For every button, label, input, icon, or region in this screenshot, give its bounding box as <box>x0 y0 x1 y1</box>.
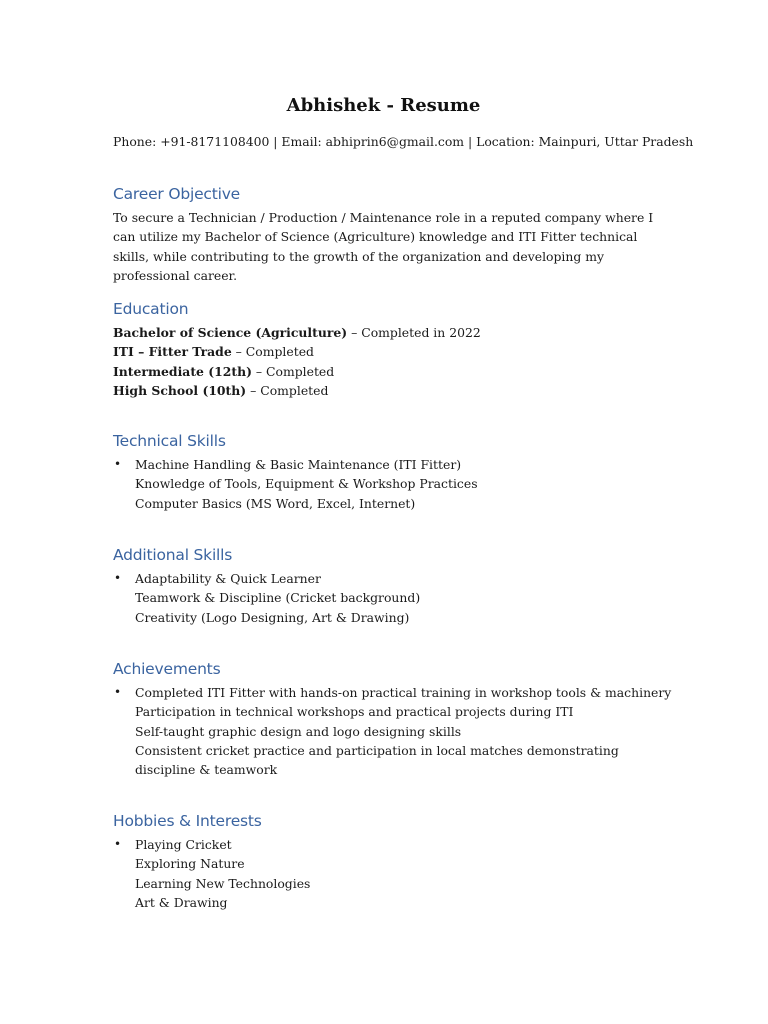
list-item: Self-taught graphic design and logo designing skills <box>135 723 462 739</box>
achievements-heading: Achievements <box>113 660 221 678</box>
hobbies-list <box>113 835 673 912</box>
education-item <box>113 342 673 361</box>
list-item: Knowledge of Tools, Equipment & Workshop Practices <box>135 476 478 492</box>
education-degree: High School (10th) <box>113 382 247 398</box>
hobbies-heading: Hobbies & Interests <box>113 812 262 830</box>
achievements-list <box>113 683 673 779</box>
bullet-icon: • <box>114 457 122 471</box>
additional-skills-heading: Additional Skills <box>113 546 233 564</box>
list-item: Art & Drawing <box>135 894 228 910</box>
list-item: Consistent cricket practice and participation in local matches demonstrating discipline & teamwork <box>135 742 619 778</box>
additional-skills-list <box>113 569 673 627</box>
list-item: Machine Handling & Basic Maintenance (ITI Fitter) <box>135 457 462 472</box>
career-objective-section <box>113 184 673 285</box>
technical-skills-list <box>113 455 673 513</box>
bullet-icon: • <box>114 685 122 699</box>
education-status: – Completed <box>246 382 329 398</box>
career-objective-text: To secure a Technician / Production / Maintenance role in a reputed company where I can utilize my Bachelor of Science (Agriculture) knowledge and ITI Fitter technical skills, while contributing to the growth of the organization and developing my professional career. <box>113 210 654 283</box>
list-item: Exploring Nature <box>135 856 245 872</box>
list-item: Playing Cricket <box>135 837 232 852</box>
career-objective-heading: Career Objective <box>113 185 241 203</box>
education-status: – Completed in 2022 <box>347 325 481 340</box>
bullet-icon: • <box>114 571 122 585</box>
education-item <box>113 362 673 381</box>
technical-skills-heading: Technical Skills <box>113 432 226 450</box>
education-degree: Bachelor of Science (Agriculture) <box>113 325 348 340</box>
list-item: Teamwork & Discipline (Cricket background) <box>135 590 421 606</box>
additional-skills-section <box>113 545 673 627</box>
education-item <box>113 381 673 400</box>
bullet-icon: • <box>114 837 122 851</box>
education-degree: ITI – Fitter Trade <box>113 344 232 360</box>
hobbies-section <box>113 811 673 912</box>
education-degree: Intermediate (12th) <box>113 363 252 379</box>
resume-title: Abhishek - Resume <box>286 95 481 116</box>
education-section <box>113 299 673 400</box>
education-status: – Completed <box>251 363 335 379</box>
list-item: Completed ITI Fitter with hands-on practical training in workshop tools & machinery <box>135 685 672 700</box>
list-item: Creativity (Logo Designing, Art & Drawing) <box>135 609 410 625</box>
list-item: Learning New Technologies <box>135 875 311 891</box>
education-status: – Completed <box>231 344 314 360</box>
education-item <box>113 323 673 342</box>
list-item: Participation in technical workshops and practical projects during ITI <box>135 704 574 720</box>
education-heading: Education <box>113 300 189 318</box>
contact-line: Phone: +91-8171108400 | Email: abhiprin6@gmail.com | Location: Mainpuri, Uttar Pradesh <box>113 134 694 149</box>
technical-skills-section <box>113 431 673 513</box>
list-item: Computer Basics (MS Word, Excel, Internet) <box>135 495 416 511</box>
list-item: Adaptability & Quick Learner <box>135 571 321 586</box>
achievements-section <box>113 659 673 779</box>
